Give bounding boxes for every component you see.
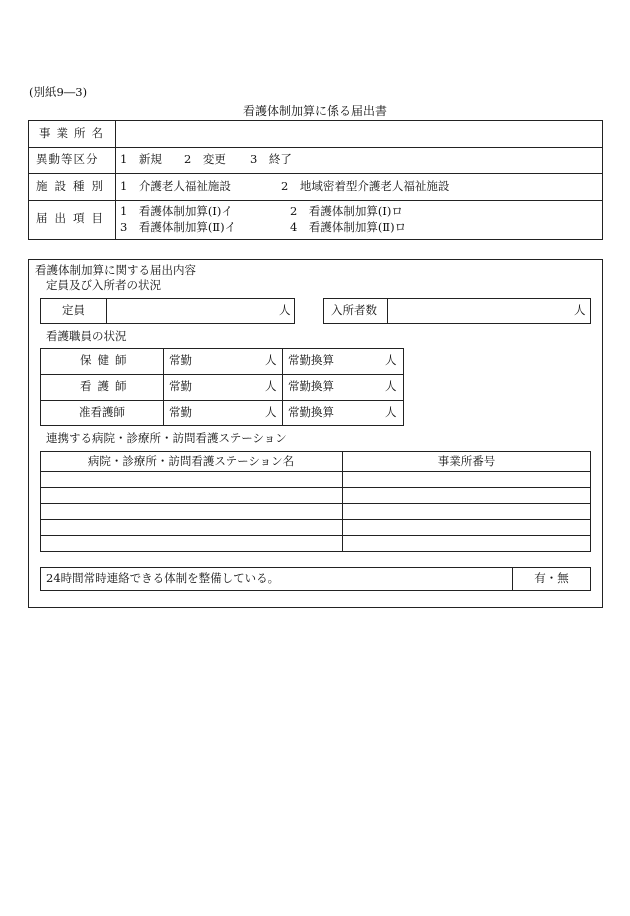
change-option-end[interactable]: 3 終了	[250, 152, 292, 166]
staff-fte-unit: 人	[385, 353, 397, 367]
partner-table-row-rule	[40, 471, 591, 472]
staff-fte-unit: 人	[385, 405, 397, 419]
residents-field[interactable]	[388, 299, 572, 323]
header-row-rule	[28, 200, 603, 201]
staff-table-row-rule	[40, 400, 404, 401]
partner-col-name-header: 病院・診療所・訪問看護ステーション名	[87, 454, 295, 468]
staff-fulltime-label: 常勤	[169, 379, 192, 393]
facility-option-welfare[interactable]: 1 介護老人福祉施設	[120, 179, 231, 193]
residents-unit: 人	[574, 303, 586, 317]
notification-item-4[interactable]: 4 看護体制加算(Ⅱ)ロ	[290, 220, 407, 234]
staff-fte-label: 常勤換算	[288, 353, 334, 367]
staff-fulltime-unit: 人	[265, 379, 277, 393]
office-name-label: 事業所名	[39, 126, 109, 140]
staff-fte-label: 常勤換算	[288, 405, 334, 419]
notification-items-label: 届出項目	[36, 211, 110, 225]
partner-table-row-rule	[40, 535, 591, 536]
staff-role-phn: 保健師	[80, 353, 133, 367]
staff-fte-unit: 人	[385, 379, 397, 393]
capacity-unit: 人	[279, 303, 291, 317]
staff-table-col-rule	[282, 348, 283, 426]
change-option-modify[interactable]: 2 変更	[184, 152, 226, 166]
office-name-field[interactable]	[116, 121, 602, 146]
capacity-title: 定員及び入所者の状況	[46, 278, 161, 292]
staff-fte-label: 常勤換算	[288, 379, 334, 393]
partner-table-row-rule	[40, 519, 591, 520]
contact-choice[interactable]: 有・無	[534, 571, 569, 585]
form-number: (別紙9―3)	[29, 85, 88, 99]
notification-item-1[interactable]: 1 看護体制加算(Ⅰ)イ	[120, 204, 233, 218]
staff-fulltime-label: 常勤	[169, 353, 192, 367]
nurse-status-title: 看護職員の状況	[46, 329, 127, 343]
facility-type-label: 施設種別	[36, 179, 110, 193]
staff-fulltime-unit: 人	[265, 353, 277, 367]
content-section-title: 看護体制加算に関する届出内容	[35, 263, 196, 277]
contact-statement: 24時間常時連絡できる体制を整備している。	[46, 571, 280, 585]
partner-table-row-rule	[40, 487, 591, 488]
staff-role-lpn: 准看護師	[79, 405, 125, 419]
partner-title: 連携する病院・診療所・訪問看護ステーション	[46, 431, 287, 445]
change-option-new[interactable]: 1 新規	[120, 152, 162, 166]
staff-fulltime-label: 常勤	[169, 405, 192, 419]
facility-option-community[interactable]: 2 地域密着型介護老人福祉施設	[281, 179, 450, 193]
staff-table-row-rule	[40, 374, 404, 375]
staff-table-col-rule	[163, 348, 164, 426]
notification-item-2[interactable]: 2 看護体制加算(Ⅰ)ロ	[290, 204, 403, 218]
residents-label: 入所者数	[331, 303, 377, 317]
staff-role-rn: 看護師	[80, 379, 133, 393]
change-type-label: 異動等区分	[36, 152, 99, 166]
staff-fulltime-unit: 人	[265, 405, 277, 419]
partner-table-row-rule	[40, 503, 591, 504]
form-title: 看護体制加算に係る届出書	[242, 104, 387, 118]
capacity-label: 定員	[62, 303, 85, 317]
capacity-field[interactable]	[107, 299, 277, 323]
header-row-rule	[28, 173, 603, 174]
notification-item-3[interactable]: 3 看護体制加算(Ⅱ)イ	[120, 220, 237, 234]
header-row-rule	[28, 147, 603, 148]
partner-col-number-header: 事業所番号	[437, 454, 496, 468]
